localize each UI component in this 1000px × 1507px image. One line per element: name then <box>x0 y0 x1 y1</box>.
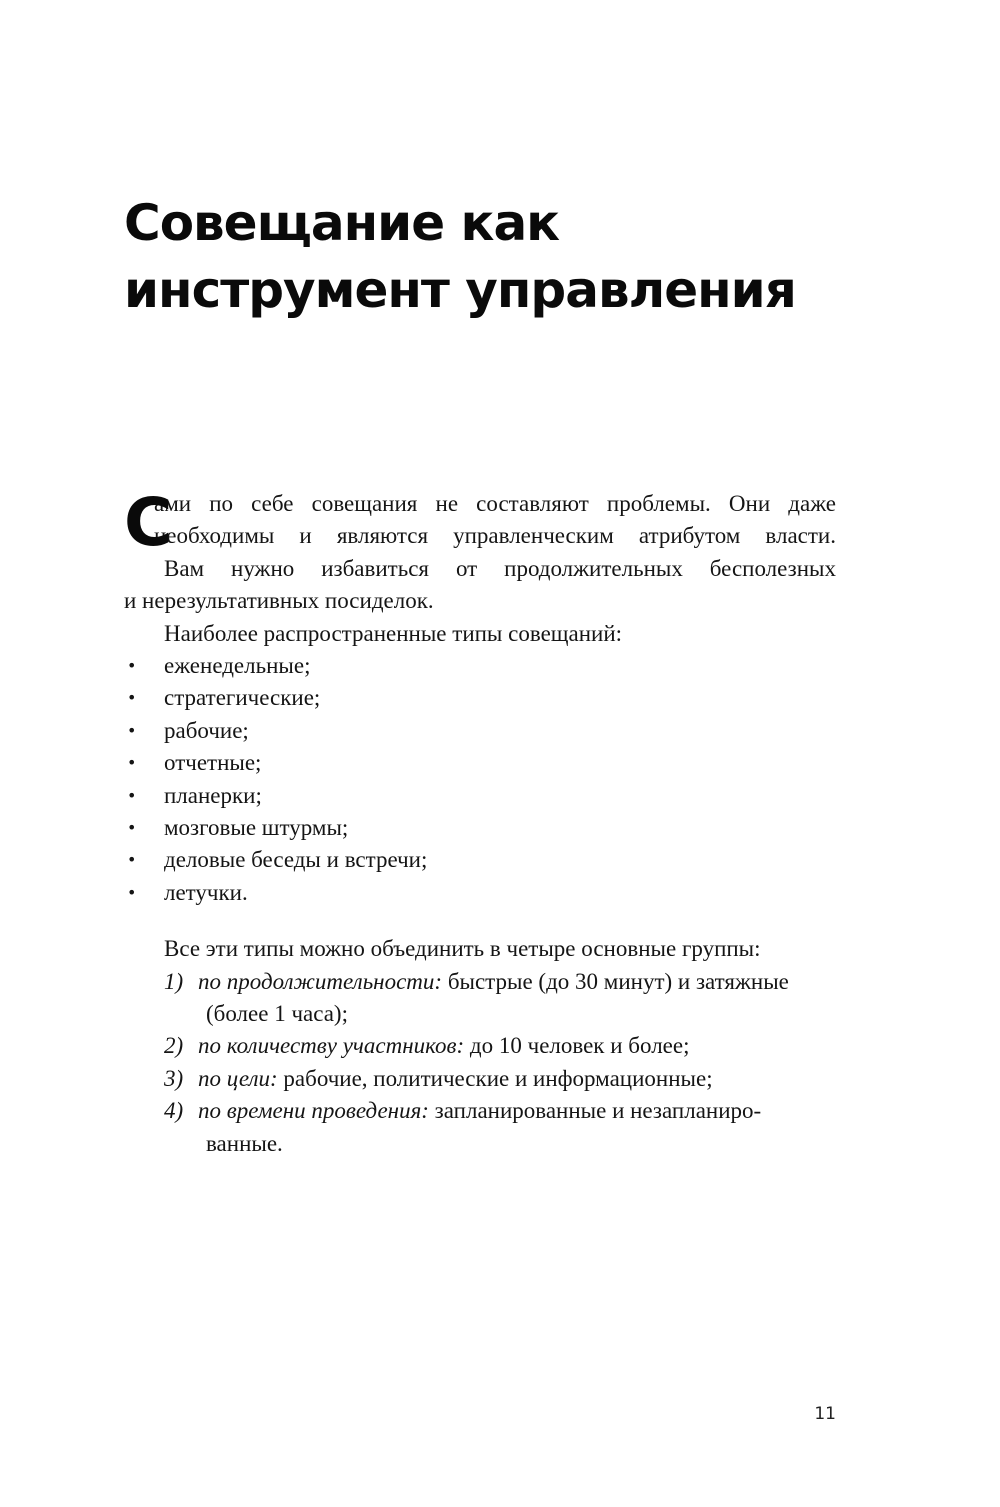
list-item: • отчетные; <box>124 747 836 779</box>
group-text-continued: ванные. <box>206 1130 283 1156</box>
groups-list <box>124 966 836 1160</box>
paragraph-gap <box>124 909 836 933</box>
group-text: рабочие, политические и информационные; <box>277 1065 713 1091</box>
bullet-icon: • <box>127 720 137 740</box>
intro-paragraph <box>124 484 836 561</box>
list-item: • рабочие; <box>124 715 836 747</box>
groups-intro: Все эти типы можно объединить в четыре основные группы: <box>164 936 761 962</box>
group-text: запланированные и незапланиро- <box>428 1098 762 1124</box>
second-paragraph <box>124 553 836 618</box>
bullet-icon: • <box>127 817 137 837</box>
group-text: до 10 человек и более; <box>464 1033 690 1059</box>
intro-line-2: необходимы и являются управленческим атрибутом власти. <box>154 523 836 549</box>
body-text <box>124 484 836 1160</box>
meeting-types-list <box>124 650 836 909</box>
group-number: 1) <box>164 968 184 994</box>
bullet-icon: • <box>127 882 137 902</box>
list-item: • еженедельные; <box>124 650 836 682</box>
bullet-icon: • <box>127 656 137 676</box>
intro-line-1: ами по себе совещания не составляют проблемы. Они даже <box>154 491 836 516</box>
list-item: • летучки. <box>124 877 836 909</box>
paragraph-2-line-2: и нерезультативных посиделок. <box>124 588 434 614</box>
group-item <box>124 1063 836 1095</box>
list-item: • планерки; <box>124 780 836 812</box>
meeting-types-intro: Наиболее распространенные типы совещаний: <box>164 620 623 646</box>
chapter-title <box>124 190 884 324</box>
bullet-icon: • <box>127 688 137 708</box>
group-item <box>124 1030 836 1062</box>
paragraph-2-line-1: Вам нужно избавиться от продолжительных бесполезных <box>164 555 836 581</box>
list-item: • мозговые штурмы; <box>124 812 836 844</box>
group-item <box>124 966 836 1031</box>
group-term: по времени проведения: <box>198 1098 429 1124</box>
bullet-icon: • <box>127 753 137 773</box>
group-term: по цели: <box>198 1065 278 1091</box>
group-number: 3) <box>164 1065 184 1091</box>
bullet-icon: • <box>127 850 137 870</box>
group-text: быстрые (до 30 минут) и затяжные <box>442 968 789 994</box>
group-item <box>124 1095 836 1160</box>
chapter-title-line-1: Совещание как <box>124 194 560 252</box>
bullet-icon: • <box>127 785 137 805</box>
group-number: 4) <box>164 1098 184 1124</box>
group-term: по продолжительности: <box>198 968 443 994</box>
drop-cap: С <box>124 484 173 561</box>
group-text-continued: (более 1 часа); <box>206 1000 348 1026</box>
page-number: 11 <box>814 1404 836 1424</box>
list-item: • стратегические; <box>124 682 836 714</box>
chapter-title-line-2: инструмент управления <box>124 261 796 319</box>
group-term: по количеству участников: <box>198 1033 465 1059</box>
list-item: • деловые беседы и встречи; <box>124 844 836 876</box>
group-number: 2) <box>164 1033 184 1059</box>
